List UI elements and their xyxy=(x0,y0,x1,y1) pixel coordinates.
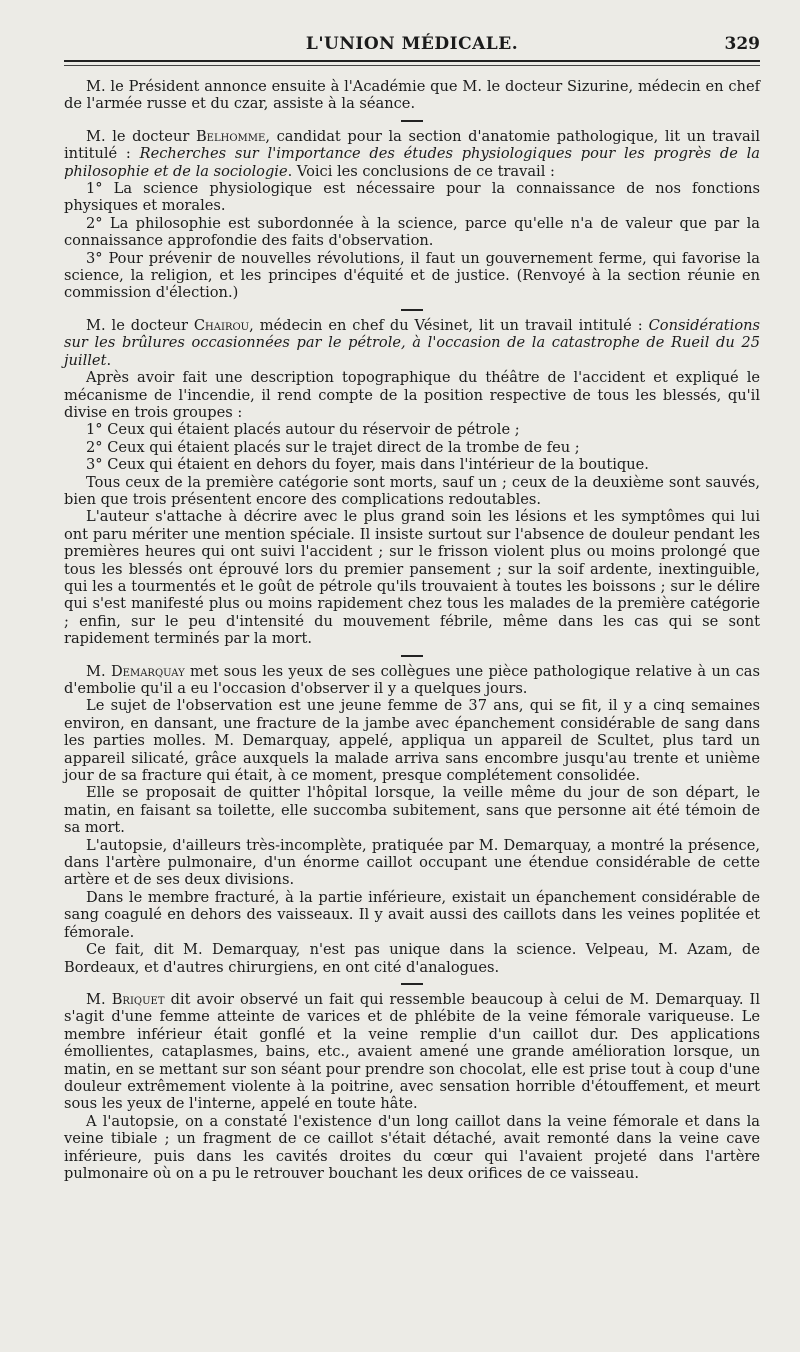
person-name: Briquet xyxy=(111,990,165,1008)
person-name: Demarquay xyxy=(110,662,185,680)
paragraph xyxy=(64,889,760,941)
text-run: A l'autopsie, on a constaté l'existence d'un long caillot dans la veine fémorale et dans la veine tibiale ; un fragment de ce caillot s'était détaché, avait remonté dans la veine cave inférieure, puis dans les cavités droites du cœur qui l'avaient projeté dans l'artère pulmonaire où on a pu le retrouver bouchant les deux orifices de ce vaisseau. xyxy=(64,1112,760,1182)
page-number: 329 xyxy=(724,34,760,54)
running-head xyxy=(64,26,760,62)
text-run: Ce fait, dit M. Demarquay, n'est pas unique dans la science. Velpeau, M. Azam, de Bordeaux, et d'autres chirurgiens, en ont cité d'analogues. xyxy=(64,941,760,976)
paragraph xyxy=(64,78,760,113)
text-run: M. le docteur xyxy=(86,316,194,334)
text-run: . xyxy=(106,351,112,369)
section-separator xyxy=(401,120,423,122)
text-run: 1° Ceux qui étaient placés autour du réservoir de pétrole ; xyxy=(86,421,520,439)
paragraph xyxy=(64,456,760,473)
text-run: Le sujet de l'observation est une jeune femme de 37 ans, qui se fit, il y a cinq semaines environ, en dansant, une fracture de la jambe avec épanchement considérable de sang dans les parties molles. M. Demarquay, appelé, appliqua un appareil de Scultet, plus tard un appareil silicaté, grâce auxquels la malade arriva sans encombre jusqu'au trente et unième jour de sa fracture qui était, à ce moment, presque complétement consolidée. xyxy=(64,697,760,785)
paragraph xyxy=(64,697,760,784)
text-run: Après avoir fait une description topographique du théâtre de l'accident et expliqué le mécanisme de l'incendie, il rend compte de la position respective de tous les blessés, qu'il divise en trois groupes : xyxy=(64,369,760,421)
header-rule xyxy=(64,65,760,66)
text-run: , médecin en chef du Vésinet, lit un travail intitulé : xyxy=(249,316,649,334)
running-title: L'UNION MÉDICALE. xyxy=(305,34,519,54)
text-run: L'autopsie, d'ailleurs très-incomplète, pratiquée par M. Demarquay, a montré la présence, dans l'artère pulmonaire, d'un énorme caillot occupant une étendue considérable de cette artère et de ses deux divisions. xyxy=(64,836,760,889)
section-separator xyxy=(401,983,423,985)
text-run: M. xyxy=(86,990,112,1008)
paragraph xyxy=(64,317,760,369)
text-run: Dans le membre fracturé, à la partie inférieure, existait un épanchement considérable de sang coagulé en dehors des vaisseaux. Il y avait aussi des caillots dans les veines poplitée et fémorale. xyxy=(64,888,760,941)
person-name: Chairou xyxy=(193,316,250,334)
text-run: Tous ceux de la première catégorie sont morts, sauf un ; ceux de la deuxième sont sauvés, bien que trois présentent encore des complications redoutables. xyxy=(64,473,760,508)
section-separator xyxy=(401,309,423,311)
text-run: . Voici les conclusions de ce travail : xyxy=(287,162,555,180)
section-separator xyxy=(401,655,423,657)
paragraph xyxy=(64,215,760,250)
work-title: Considérations sur les brûlures occasionnées par le pétrole, à l'occasion de la catastrophe de Rueil du 25 juillet xyxy=(64,316,760,369)
text-run: 3° Pour prévenir de nouvelles révolutions, il faut un gouvernement ferme, qui favorise la science, la religion, et les principes d'équité et de justice. (Renvoyé à la section réunie en commission d'élection.) xyxy=(64,249,760,302)
paragraph xyxy=(64,250,760,302)
paragraph xyxy=(64,474,760,509)
paragraph xyxy=(64,837,760,889)
paragraph xyxy=(64,421,760,438)
text-run: Elle se proposait de quitter l'hôpital lorsque, la veille même du jour de son départ, le matin, en faisant sa toilette, elle succomba subitement, sans que personne ait été témoin de sa mort. xyxy=(64,784,760,837)
text-run: 1° La science physiologique est nécessaire pour la connaissance de nos fonctions physiques et morales. xyxy=(64,180,760,215)
work-title: Recherches sur l'importance des études physiologiques pour les progrès de la philosophie et de la sociologie xyxy=(64,145,760,180)
paragraph xyxy=(64,991,760,1113)
paragraph xyxy=(64,1113,760,1183)
body-text xyxy=(64,78,760,1182)
text-run: 2° La philosophie est subordonnée à la science, parce qu'elle n'a de valeur que par la connaissance approfondie des faits d'observation. xyxy=(64,214,760,250)
paragraph xyxy=(64,508,760,647)
paragraph xyxy=(64,941,760,976)
paragraph xyxy=(64,369,760,421)
paragraph xyxy=(64,439,760,456)
text-run: 3° Ceux qui étaient en dehors du foyer, mais dans l'intérieur de la boutique. xyxy=(86,456,649,474)
text-run: M. le Président annonce ensuite à l'Académie que M. le docteur Sizurine, médecin en chef de l'armée russe et du czar, assiste à la séance. xyxy=(64,78,760,113)
person-name: Belhomme xyxy=(195,127,266,145)
paragraph xyxy=(64,180,760,215)
text-run: M. xyxy=(86,662,111,680)
text-run: dit avoir observé un fait qui ressemble beaucoup à celui de M. Demarquay. Il s'agit d'une femme atteinte de varices et de phlébite de la veine fémorale variqueuse. Le membre inférieur était gonflé et la veine remplie d'un caillot dur. Des applications émollientes, cataplasmes, bains, etc., avaient amené une grande amélioration lorsque, un matin, en se mettant sur son séant pour prendre son chocolat, elle est prise tout à coup d'une douleur extrêmement violente à la poitrine, avec sensation horrible d'étouffement, et meurt sous les yeux de l'interne, appelé en toute hâte. xyxy=(64,990,760,1113)
paragraph xyxy=(64,128,760,180)
paragraph xyxy=(64,663,760,698)
text-run: 2° Ceux qui étaient placés sur le trajet direct de la trombe de feu ; xyxy=(86,438,580,456)
text-run: M. le docteur xyxy=(86,127,196,145)
paragraph xyxy=(64,784,760,836)
text-run: L'auteur s'attache à décrire avec le plus grand soin les lésions et les symptômes qui lui ont paru mériter une mention spéciale. Il insiste surtout sur l'absence de douleur pendant les premières heures qui ont suivi l'accident ; sur le frisson violent plus ou moins prolongé que tous les blessés ont éprouvé lors du premier pansement ; sur la soif ardente, inextinguible, qui les a tourmentés et le goût de pétrole qu'ils trouvaient à toutes les boissons ; sur le délire qui s'est manifesté plus ou moins rapidement chez tous les malades de la première catégorie ; enfin, sur le peu d'intensité du mouvement fébrile, même dans les cas qui se sont rapidement terminés par la mort. xyxy=(64,508,760,648)
text-run: met sous les yeux de ses collègues une pièce pathologique relative à un cas d'embolie qu'il a eu l'occasion d'observer il y a quelques jours. xyxy=(64,662,760,697)
text-run: , candidat pour la section d'anatomie pathologique, lit un travail intitulé : xyxy=(64,127,760,163)
